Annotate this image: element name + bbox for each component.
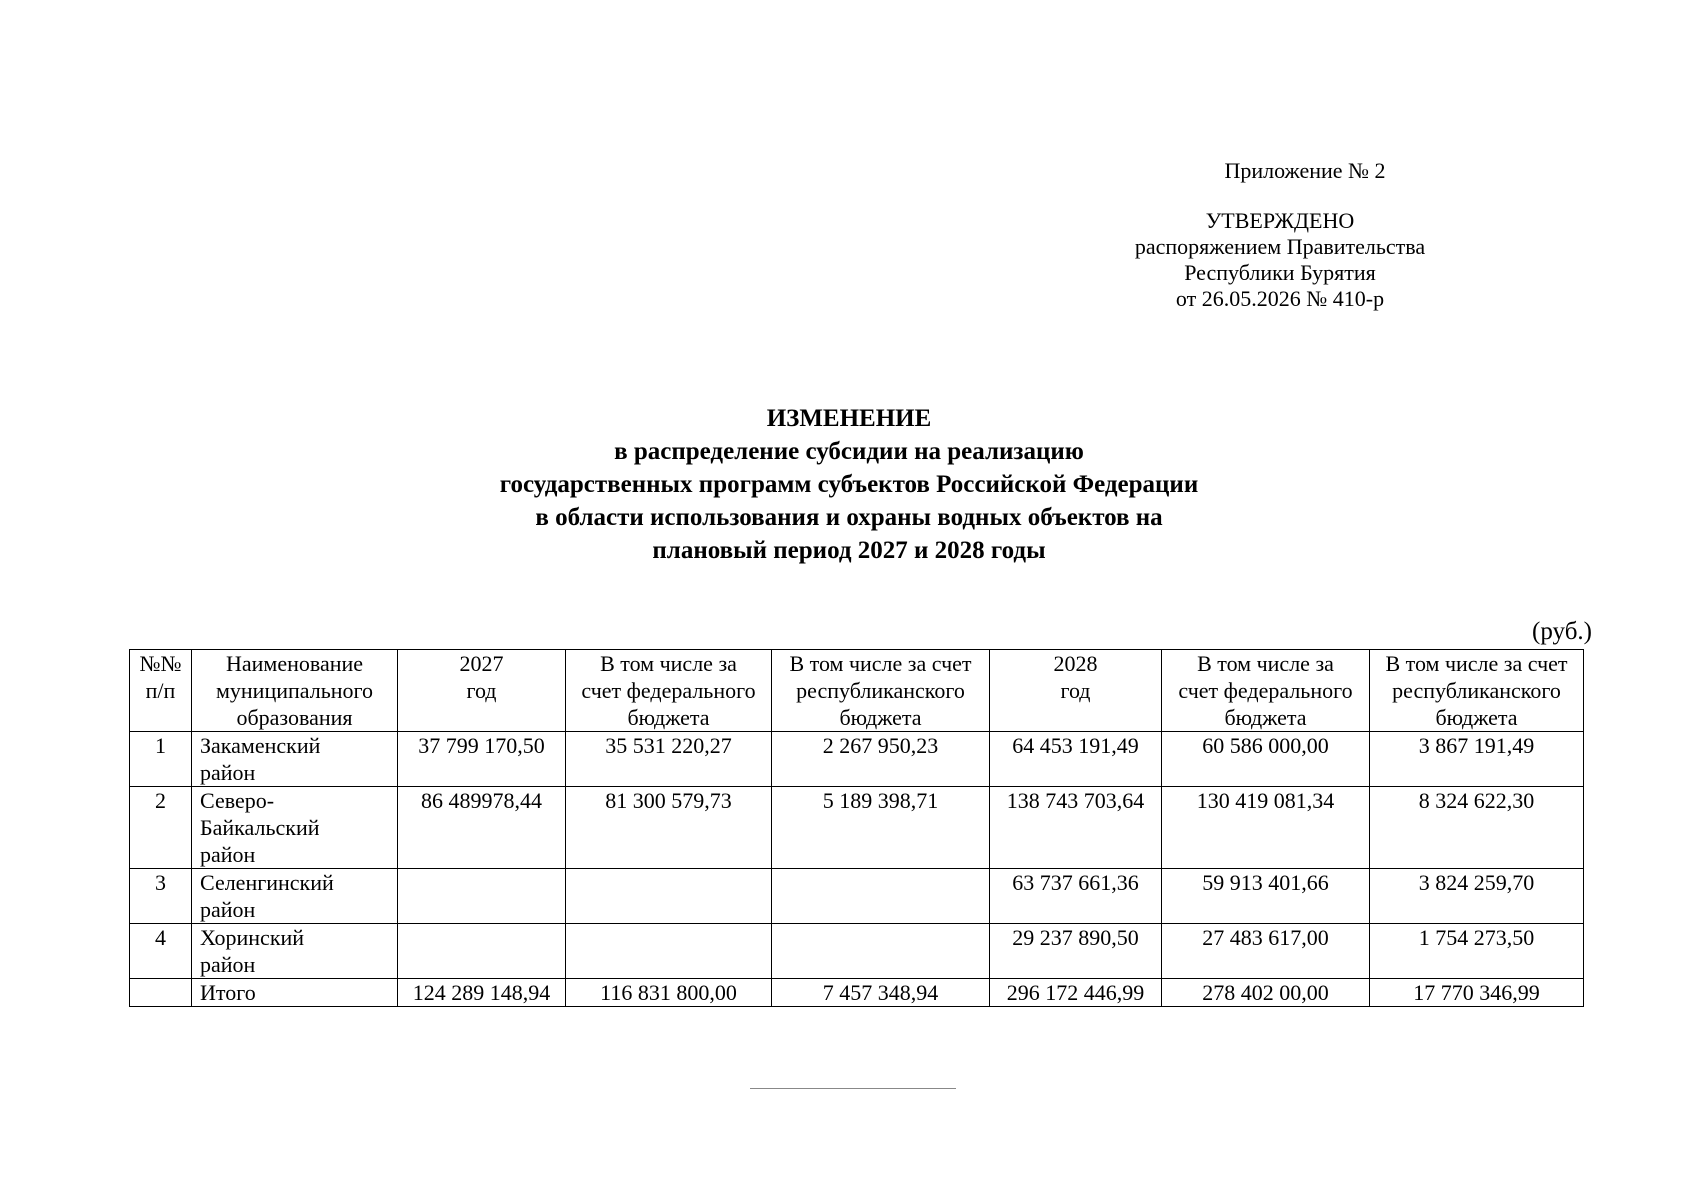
table-row	[130, 869, 1584, 924]
value-2027-federal: 35 531 220,27	[566, 732, 772, 787]
title-line: в области использования и охраны водных объектов на	[535, 504, 1163, 531]
value-2027	[398, 869, 566, 924]
value-2028: 64 453 191,49	[990, 732, 1162, 787]
table-header-row	[130, 650, 1584, 732]
column-header-name: Наименование муниципального образования	[192, 650, 398, 732]
row-number: 3	[130, 869, 192, 924]
row-number	[130, 979, 192, 1007]
value-2028-federal: 60 586 000,00	[1162, 732, 1370, 787]
approved-heading: УТВЕРЖДЕНО	[1205, 208, 1355, 233]
document-title	[0, 402, 1698, 567]
value-2027-federal: 81 300 579,73	[566, 787, 772, 869]
approved-date-number: от 26.05.2026 № 410-р	[1175, 286, 1385, 311]
municipality-name: Селенгинский район	[192, 869, 398, 924]
total-2027: 124 289 148,94	[398, 979, 566, 1007]
column-header-2027: 2027 год	[398, 650, 566, 732]
total-2028-republic: 17 770 346,99	[1370, 979, 1584, 1007]
value-2027-republic	[772, 924, 990, 979]
total-2027-republic: 7 457 348,94	[772, 979, 990, 1007]
total-2027-federal: 116 831 800,00	[566, 979, 772, 1007]
value-2028-federal: 59 913 401,66	[1162, 869, 1370, 924]
closing-divider	[750, 1088, 956, 1089]
column-header-2028-federal: В том числе за счет федерального бюджета	[1162, 650, 1370, 732]
value-2027-republic: 2 267 950,23	[772, 732, 990, 787]
column-header-2027-republic: В том числе за счет республиканского бюджета	[772, 650, 990, 732]
value-2027	[398, 924, 566, 979]
approval-stamp	[1080, 208, 1480, 312]
value-2027-federal	[566, 924, 772, 979]
municipality-name: Хоринский район	[192, 924, 398, 979]
column-header-2028-republic: В том числе за счет республиканского бюджета	[1370, 650, 1584, 732]
title-line: в распределение субсидии на реализацию	[614, 438, 1084, 465]
value-2028-republic: 1 754 273,50	[1370, 924, 1584, 979]
row-number: 1	[130, 732, 192, 787]
total-label: Итого	[192, 979, 398, 1007]
value-2027-republic: 5 189 398,71	[772, 787, 990, 869]
row-number: 2	[130, 787, 192, 869]
value-2028: 138 743 703,64	[990, 787, 1162, 869]
subsidy-table	[129, 649, 1584, 1007]
approved-authority: Республики Бурятия	[1184, 260, 1376, 285]
municipality-name: Северо- Байкальский район	[192, 787, 398, 869]
column-header-2027-federal: В том числе за счет федерального бюджета	[566, 650, 772, 732]
municipality-name: Закаменский район	[192, 732, 398, 787]
table-row	[130, 924, 1584, 979]
value-2028-republic: 3 824 259,70	[1370, 869, 1584, 924]
value-2028-federal: 130 419 081,34	[1162, 787, 1370, 869]
title-line: государственных программ субъектов Российской Федерации	[499, 471, 1199, 498]
column-header-2028: 2028 год	[990, 650, 1162, 732]
table-row	[130, 787, 1584, 869]
value-2028-republic: 8 324 622,30	[1370, 787, 1584, 869]
value-2028: 63 737 661,36	[990, 869, 1162, 924]
value-2027-republic	[772, 869, 990, 924]
units-label: (руб.)	[1532, 618, 1592, 645]
value-2027: 37 799 170,50	[398, 732, 566, 787]
column-header-number: №№ п/п	[130, 650, 192, 732]
appendix-label: Приложение № 2	[1224, 158, 1386, 183]
value-2028-republic: 3 867 191,49	[1370, 732, 1584, 787]
title-line: плановый период 2027 и 2028 годы	[652, 537, 1046, 564]
table-row	[130, 732, 1584, 787]
value-2027-federal	[566, 869, 772, 924]
table-total-row	[130, 979, 1584, 1007]
row-number: 4	[130, 924, 192, 979]
total-2028: 296 172 446,99	[990, 979, 1162, 1007]
value-2027: 86 489978,44	[398, 787, 566, 869]
value-2028: 29 237 890,50	[990, 924, 1162, 979]
value-2028-federal: 27 483 617,00	[1162, 924, 1370, 979]
title-line: ИЗМЕНЕНИЕ	[766, 405, 932, 432]
total-2028-federal: 278 402 00,00	[1162, 979, 1370, 1007]
approved-by: распоряжением Правительства	[1134, 234, 1426, 259]
